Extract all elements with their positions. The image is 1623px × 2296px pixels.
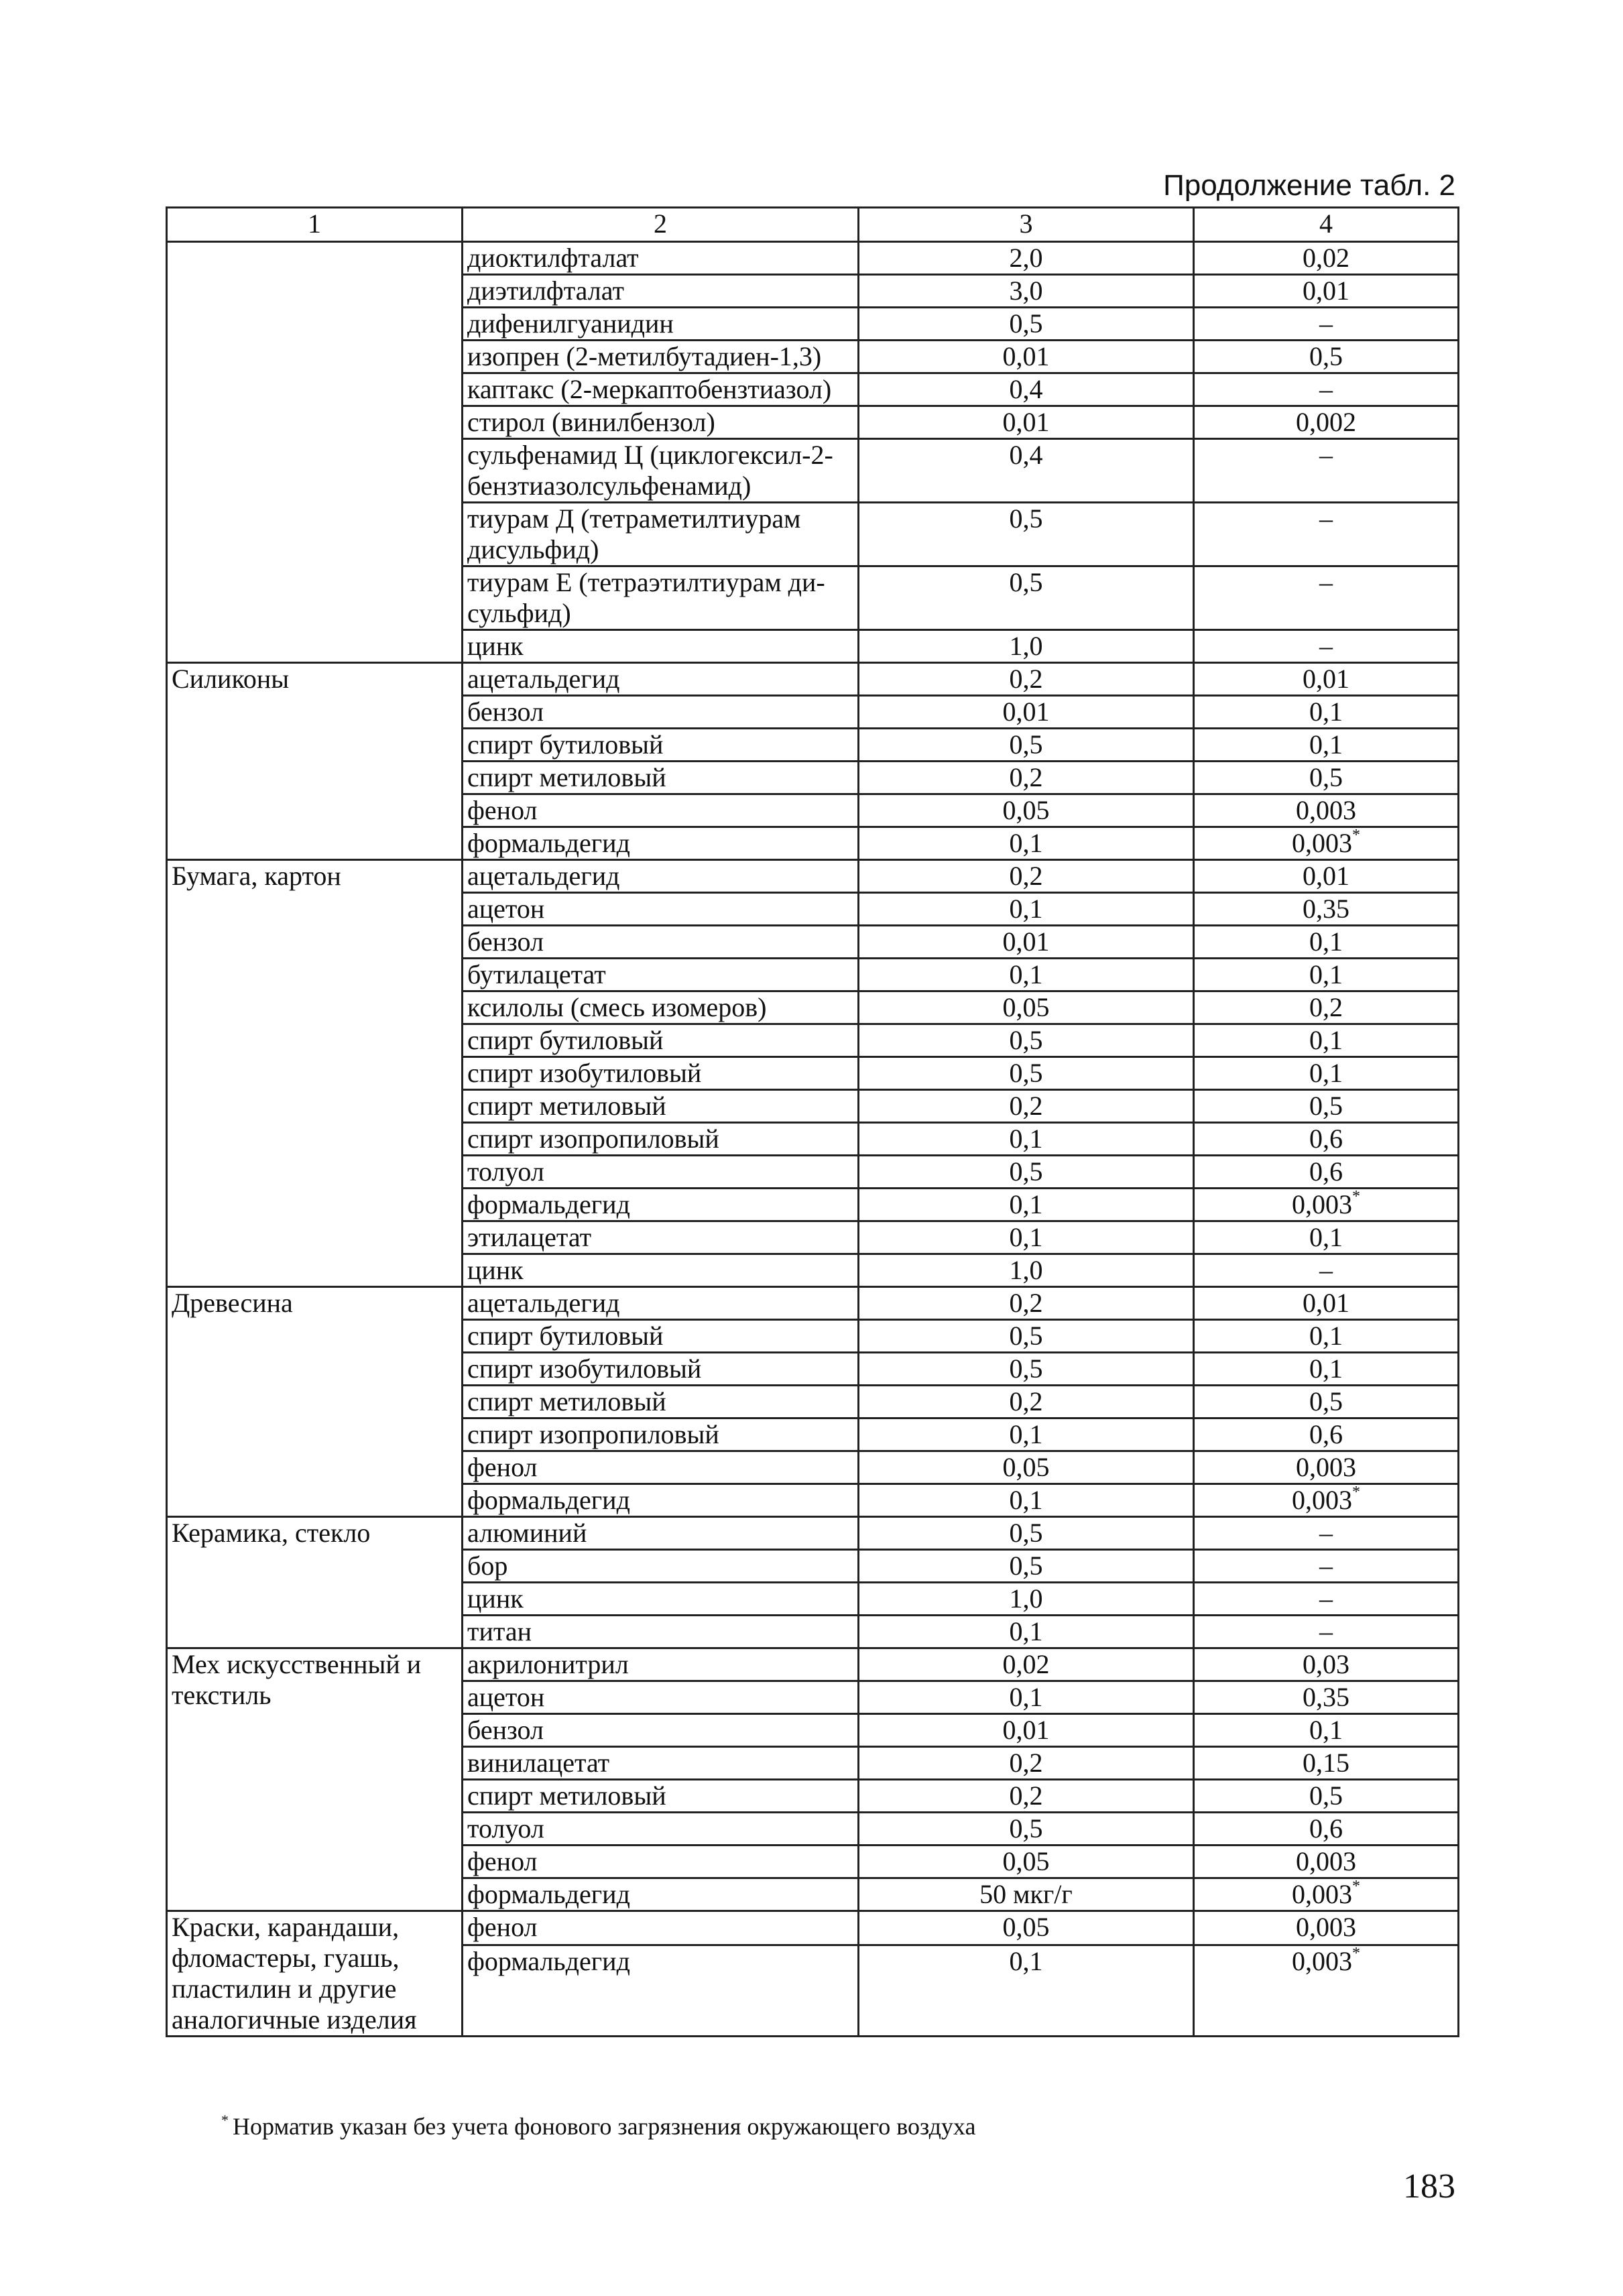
air-value: 0,5 xyxy=(1309,1780,1343,1811)
table-continuation-label: Продолжение табл. 2 xyxy=(1163,169,1455,202)
substance-cell: бутилацетат xyxy=(463,959,859,991)
air-value-cell xyxy=(1194,1945,1459,2036)
air-value-cell xyxy=(1194,729,1459,762)
migration-value-cell: 0,05 xyxy=(859,991,1194,1024)
substance-cell: сульфенамид Ц (циклогексил-2-бензтиазолсульфенамид) xyxy=(463,439,859,503)
substance-cell: тиурам Д (тетраметилтиурам дисульфид) xyxy=(463,503,859,566)
table-row xyxy=(167,860,1459,893)
substance-cell: диэтилфталат xyxy=(463,275,859,308)
air-value-cell xyxy=(1194,630,1459,663)
migration-value-cell: 0,2 xyxy=(859,762,1194,794)
table-body xyxy=(167,208,1459,2037)
table-row xyxy=(167,1517,1459,1550)
air-value-cell xyxy=(1194,1813,1459,1846)
migration-value-cell: 0,2 xyxy=(859,860,1194,893)
air-value-cell xyxy=(1194,1024,1459,1057)
air-value-cell xyxy=(1194,1484,1459,1517)
air-value-cell xyxy=(1194,696,1459,729)
air-value-cell xyxy=(1194,1911,1459,1945)
migration-value-cell: 0,5 xyxy=(859,1024,1194,1057)
migration-value-cell: 0,5 xyxy=(859,1320,1194,1353)
air-value-cell xyxy=(1194,1846,1459,1878)
substance-cell: бензол xyxy=(463,696,859,729)
substance-cell: спирт бутиловый xyxy=(463,729,859,762)
air-value-cell xyxy=(1194,663,1459,696)
footnote xyxy=(221,2112,975,2140)
air-value-cell xyxy=(1194,1648,1459,1681)
air-value: 0,1 xyxy=(1309,1715,1343,1745)
migration-value-cell: 0,2 xyxy=(859,1747,1194,1780)
air-value: 0,003 xyxy=(1296,1912,1356,1942)
migration-value-cell: 3,0 xyxy=(859,275,1194,308)
substance-cell: акрилонитрил xyxy=(463,1648,859,1681)
substance-cell: дифенилгуанидин xyxy=(463,308,859,341)
air-value-cell xyxy=(1194,503,1459,566)
air-value: 0,6 xyxy=(1309,1124,1343,1154)
table-row xyxy=(167,663,1459,696)
page-number: 183 xyxy=(1403,2167,1455,2206)
air-value: – xyxy=(1319,374,1333,404)
material-group-cell: Краски, карандаши, фломастеры, гуашь, пластилин и другие аналогичные изделия xyxy=(167,1911,463,2037)
air-value: 0,5 xyxy=(1309,341,1343,371)
migration-value-cell: 0,05 xyxy=(859,1911,1194,1945)
air-value: – xyxy=(1319,1583,1333,1614)
air-value-cell xyxy=(1194,242,1459,275)
air-value-cell xyxy=(1194,762,1459,794)
substance-cell: каптакс (2-меркаптобензтиазол) xyxy=(463,373,859,406)
substance-cell: спирт изобутиловый xyxy=(463,1057,859,1090)
substance-cell: бор xyxy=(463,1550,859,1583)
substance-cell: диоктилфталат xyxy=(463,242,859,275)
migration-value-cell: 0,2 xyxy=(859,1386,1194,1418)
substance-cell: фенол xyxy=(463,1911,859,1945)
substance-cell: этилацетат xyxy=(463,1221,859,1254)
substance-cell: винилацетат xyxy=(463,1747,859,1780)
footnote-reference-mark: * xyxy=(1352,1484,1360,1501)
substance-cell: бензол xyxy=(463,926,859,959)
substance-cell: ацетальдегид xyxy=(463,1287,859,1320)
air-value-cell xyxy=(1194,1517,1459,1550)
substance-cell: толуол xyxy=(463,1813,859,1846)
air-value-cell xyxy=(1194,1714,1459,1747)
air-value-cell xyxy=(1194,341,1459,373)
substance-cell: спирт изопропиловый xyxy=(463,1123,859,1156)
air-value-cell xyxy=(1194,406,1459,439)
header-cell: 3 xyxy=(859,208,1194,242)
substance-cell: толуол xyxy=(463,1156,859,1189)
migration-value-cell: 0,1 xyxy=(859,893,1194,926)
migration-value-cell: 0,5 xyxy=(859,503,1194,566)
air-value: – xyxy=(1319,503,1333,534)
substance-cell: фенол xyxy=(463,794,859,827)
substance-cell: цинк xyxy=(463,1583,859,1616)
substance-cell: цинк xyxy=(463,630,859,663)
air-value-cell xyxy=(1194,1550,1459,1583)
migration-value-cell: 0,5 xyxy=(859,308,1194,341)
material-group-cell: Силиконы xyxy=(167,663,463,860)
air-value-cell xyxy=(1194,1451,1459,1484)
material-group-cell xyxy=(167,242,463,663)
air-value-cell xyxy=(1194,1353,1459,1386)
header-cell: 2 xyxy=(463,208,859,242)
table-row xyxy=(167,1287,1459,1320)
substance-cell: формальдегид xyxy=(463,827,859,860)
migration-value-cell: 0,1 xyxy=(859,1123,1194,1156)
air-value-cell xyxy=(1194,860,1459,893)
migration-value-cell: 0,5 xyxy=(859,1353,1194,1386)
migration-value-cell: 0,01 xyxy=(859,406,1194,439)
air-value: 0,02 xyxy=(1303,243,1349,273)
migration-value-cell: 1,0 xyxy=(859,1583,1194,1616)
air-value-cell xyxy=(1194,1747,1459,1780)
air-value: – xyxy=(1319,1551,1333,1581)
migration-value-cell: 1,0 xyxy=(859,1254,1194,1287)
migration-value-cell: 0,01 xyxy=(859,696,1194,729)
material-group-cell: Древесина xyxy=(167,1287,463,1517)
table-row xyxy=(167,242,1459,275)
migration-value-cell: 0,5 xyxy=(859,1813,1194,1846)
migration-value-cell: 0,4 xyxy=(859,439,1194,503)
migration-value-cell: 0,4 xyxy=(859,373,1194,406)
substance-cell: стирол (винилбензол) xyxy=(463,406,859,439)
migration-value-cell: 0,1 xyxy=(859,1945,1194,2036)
air-value-cell xyxy=(1194,926,1459,959)
migration-value-cell: 0,1 xyxy=(859,1681,1194,1714)
material-group-cell: Мех искусственный и текстиль xyxy=(167,1648,463,1911)
air-value: – xyxy=(1319,631,1333,661)
air-value: 0,6 xyxy=(1309,1419,1343,1449)
header-cell: 4 xyxy=(1194,208,1459,242)
air-value: 0,01 xyxy=(1303,276,1349,306)
air-value-cell xyxy=(1194,566,1459,630)
footnote-mark: * xyxy=(221,2112,229,2128)
air-value-cell xyxy=(1194,308,1459,341)
air-value: 0,1 xyxy=(1309,1222,1343,1252)
migration-value-cell: 0,05 xyxy=(859,794,1194,827)
air-value: 0,35 xyxy=(1303,894,1349,924)
migration-value-cell: 0,5 xyxy=(859,729,1194,762)
substance-cell: спирт метиловый xyxy=(463,1386,859,1418)
migration-value-cell: 0,1 xyxy=(859,1189,1194,1221)
migration-value-cell: 0,2 xyxy=(859,1780,1194,1813)
air-value: 0,15 xyxy=(1303,1748,1349,1778)
substance-cell: титан xyxy=(463,1616,859,1648)
air-value: 0,003 xyxy=(1296,795,1356,825)
air-value-cell xyxy=(1194,1320,1459,1353)
air-value: 0,1 xyxy=(1309,1353,1343,1384)
air-value: 0,5 xyxy=(1309,1091,1343,1121)
air-value: 0,01 xyxy=(1303,664,1349,694)
migration-value-cell: 0,2 xyxy=(859,1287,1194,1320)
substance-cell: спирт изопропиловый xyxy=(463,1418,859,1451)
substance-cell: спирт метиловый xyxy=(463,762,859,794)
air-value: – xyxy=(1319,1616,1333,1646)
air-value: 0,6 xyxy=(1309,1813,1343,1844)
migration-value-cell: 2,0 xyxy=(859,242,1194,275)
substance-cell: формальдегид xyxy=(463,1484,859,1517)
air-value: 0,003 xyxy=(1296,1846,1356,1876)
air-value-cell xyxy=(1194,373,1459,406)
air-value: – xyxy=(1319,308,1333,339)
migration-value-cell: 0,1 xyxy=(859,1221,1194,1254)
substance-cell: спирт метиловый xyxy=(463,1780,859,1813)
air-value: 0,03 xyxy=(1303,1649,1349,1679)
footnote-reference-mark: * xyxy=(1352,1878,1360,1895)
migration-value-cell: 0,01 xyxy=(859,341,1194,373)
header-cell: 1 xyxy=(167,208,463,242)
air-value: 0,002 xyxy=(1296,407,1356,437)
air-value: 0,1 xyxy=(1309,697,1343,727)
air-value-cell xyxy=(1194,959,1459,991)
migration-value-cell: 0,2 xyxy=(859,1090,1194,1123)
air-value: 0,003 xyxy=(1292,1189,1352,1219)
air-value-cell xyxy=(1194,893,1459,926)
substance-cell: фенол xyxy=(463,1846,859,1878)
migration-value-cell: 0,05 xyxy=(859,1451,1194,1484)
air-value: 0,35 xyxy=(1303,1682,1349,1712)
air-value-cell xyxy=(1194,275,1459,308)
footnote-reference-mark: * xyxy=(1352,827,1360,844)
substance-cell: ксилолы (смесь изомеров) xyxy=(463,991,859,1024)
air-value-cell xyxy=(1194,1418,1459,1451)
migration-value-cell: 0,5 xyxy=(859,1517,1194,1550)
air-value: 0,003 xyxy=(1296,1452,1356,1482)
footnote-text: Норматив указан без учета фонового загрязнения окружающего воздуха xyxy=(233,2113,976,2140)
migration-value-cell: 0,05 xyxy=(859,1846,1194,1878)
table-row xyxy=(167,1648,1459,1681)
air-value-cell xyxy=(1194,1583,1459,1616)
migration-value-cell: 0,1 xyxy=(859,959,1194,991)
air-value: 0,2 xyxy=(1309,992,1343,1022)
substance-cell: изопрен (2-метилбутадиен-1,3) xyxy=(463,341,859,373)
substance-cell: ацетальдегид xyxy=(463,860,859,893)
air-value-cell xyxy=(1194,1189,1459,1221)
air-value-cell xyxy=(1194,1090,1459,1123)
material-group-cell: Бумага, картон xyxy=(167,860,463,1287)
air-value-cell xyxy=(1194,1221,1459,1254)
migration-value-cell: 0,1 xyxy=(859,827,1194,860)
air-value: 0,5 xyxy=(1309,762,1343,792)
migration-value-cell: 0,5 xyxy=(859,566,1194,630)
air-value-cell xyxy=(1194,827,1459,860)
substance-cell: спирт метиловый xyxy=(463,1090,859,1123)
migration-value-cell: 0,01 xyxy=(859,1714,1194,1747)
air-value: 0,1 xyxy=(1309,1025,1343,1055)
air-value-cell xyxy=(1194,1878,1459,1911)
air-value-cell xyxy=(1194,1254,1459,1287)
air-value-cell xyxy=(1194,1681,1459,1714)
migration-value-cell: 0,1 xyxy=(859,1418,1194,1451)
substance-cell: ацетон xyxy=(463,893,859,926)
air-value: 0,003 xyxy=(1292,1879,1352,1909)
substance-cell: ацетон xyxy=(463,1681,859,1714)
substance-cell: бензол xyxy=(463,1714,859,1747)
substance-cell: спирт изобутиловый xyxy=(463,1353,859,1386)
migration-value-cell: 1,0 xyxy=(859,630,1194,663)
air-value: – xyxy=(1319,567,1333,597)
substance-cell: спирт бутиловый xyxy=(463,1320,859,1353)
air-value: 0,003 xyxy=(1292,1945,1352,1976)
substance-cell: тиурам Е (тетраэтилтиурам ди-сульфид) xyxy=(463,566,859,630)
migration-value-cell: 0,1 xyxy=(859,1484,1194,1517)
material-group-cell: Керамика, стекло xyxy=(167,1517,463,1648)
table-header-row xyxy=(167,208,1459,242)
substance-cell: формальдегид xyxy=(463,1878,859,1911)
air-value: 0,6 xyxy=(1309,1156,1343,1187)
substance-cell: формальдегид xyxy=(463,1189,859,1221)
migration-value-cell: 0,5 xyxy=(859,1057,1194,1090)
air-value: 0,003 xyxy=(1292,828,1352,858)
air-value: 0,1 xyxy=(1309,1321,1343,1351)
air-value: 0,1 xyxy=(1309,729,1343,760)
substance-cell: цинк xyxy=(463,1254,859,1287)
air-value-cell xyxy=(1194,1780,1459,1813)
air-value: – xyxy=(1319,1255,1333,1285)
air-value: – xyxy=(1319,1518,1333,1548)
substance-cell: ацетальдегид xyxy=(463,663,859,696)
air-value-cell xyxy=(1194,439,1459,503)
air-value-cell xyxy=(1194,1057,1459,1090)
air-value: 0,01 xyxy=(1303,861,1349,891)
migration-value-cell: 0,01 xyxy=(859,926,1194,959)
air-value: 0,003 xyxy=(1292,1485,1352,1515)
migration-value-cell: 50 мкг/г xyxy=(859,1878,1194,1911)
air-value: 0,1 xyxy=(1309,959,1343,989)
footnote-reference-mark: * xyxy=(1352,1945,1360,1962)
migration-value-cell: 0,1 xyxy=(859,1616,1194,1648)
air-value-cell xyxy=(1194,1287,1459,1320)
air-value-cell xyxy=(1194,1616,1459,1648)
air-value-cell xyxy=(1194,1386,1459,1418)
air-value: 0,5 xyxy=(1309,1386,1343,1416)
substance-cell: спирт бутиловый xyxy=(463,1024,859,1057)
air-value: 0,01 xyxy=(1303,1288,1349,1318)
footnote-reference-mark: * xyxy=(1352,1188,1360,1205)
substance-cell: фенол xyxy=(463,1451,859,1484)
substance-cell: алюминий xyxy=(463,1517,859,1550)
migration-value-cell: 0,02 xyxy=(859,1648,1194,1681)
air-value: 0,1 xyxy=(1309,926,1343,957)
air-value-cell xyxy=(1194,991,1459,1024)
air-value-cell xyxy=(1194,1156,1459,1189)
air-value: – xyxy=(1319,440,1333,470)
table-row xyxy=(167,1911,1459,1945)
air-value-cell xyxy=(1194,1123,1459,1156)
air-value-cell xyxy=(1194,794,1459,827)
standards-table xyxy=(166,206,1459,2037)
migration-value-cell: 0,2 xyxy=(859,663,1194,696)
migration-value-cell: 0,5 xyxy=(859,1156,1194,1189)
substance-cell: формальдегид xyxy=(463,1945,859,2036)
migration-value-cell: 0,5 xyxy=(859,1550,1194,1583)
air-value: 0,1 xyxy=(1309,1058,1343,1088)
